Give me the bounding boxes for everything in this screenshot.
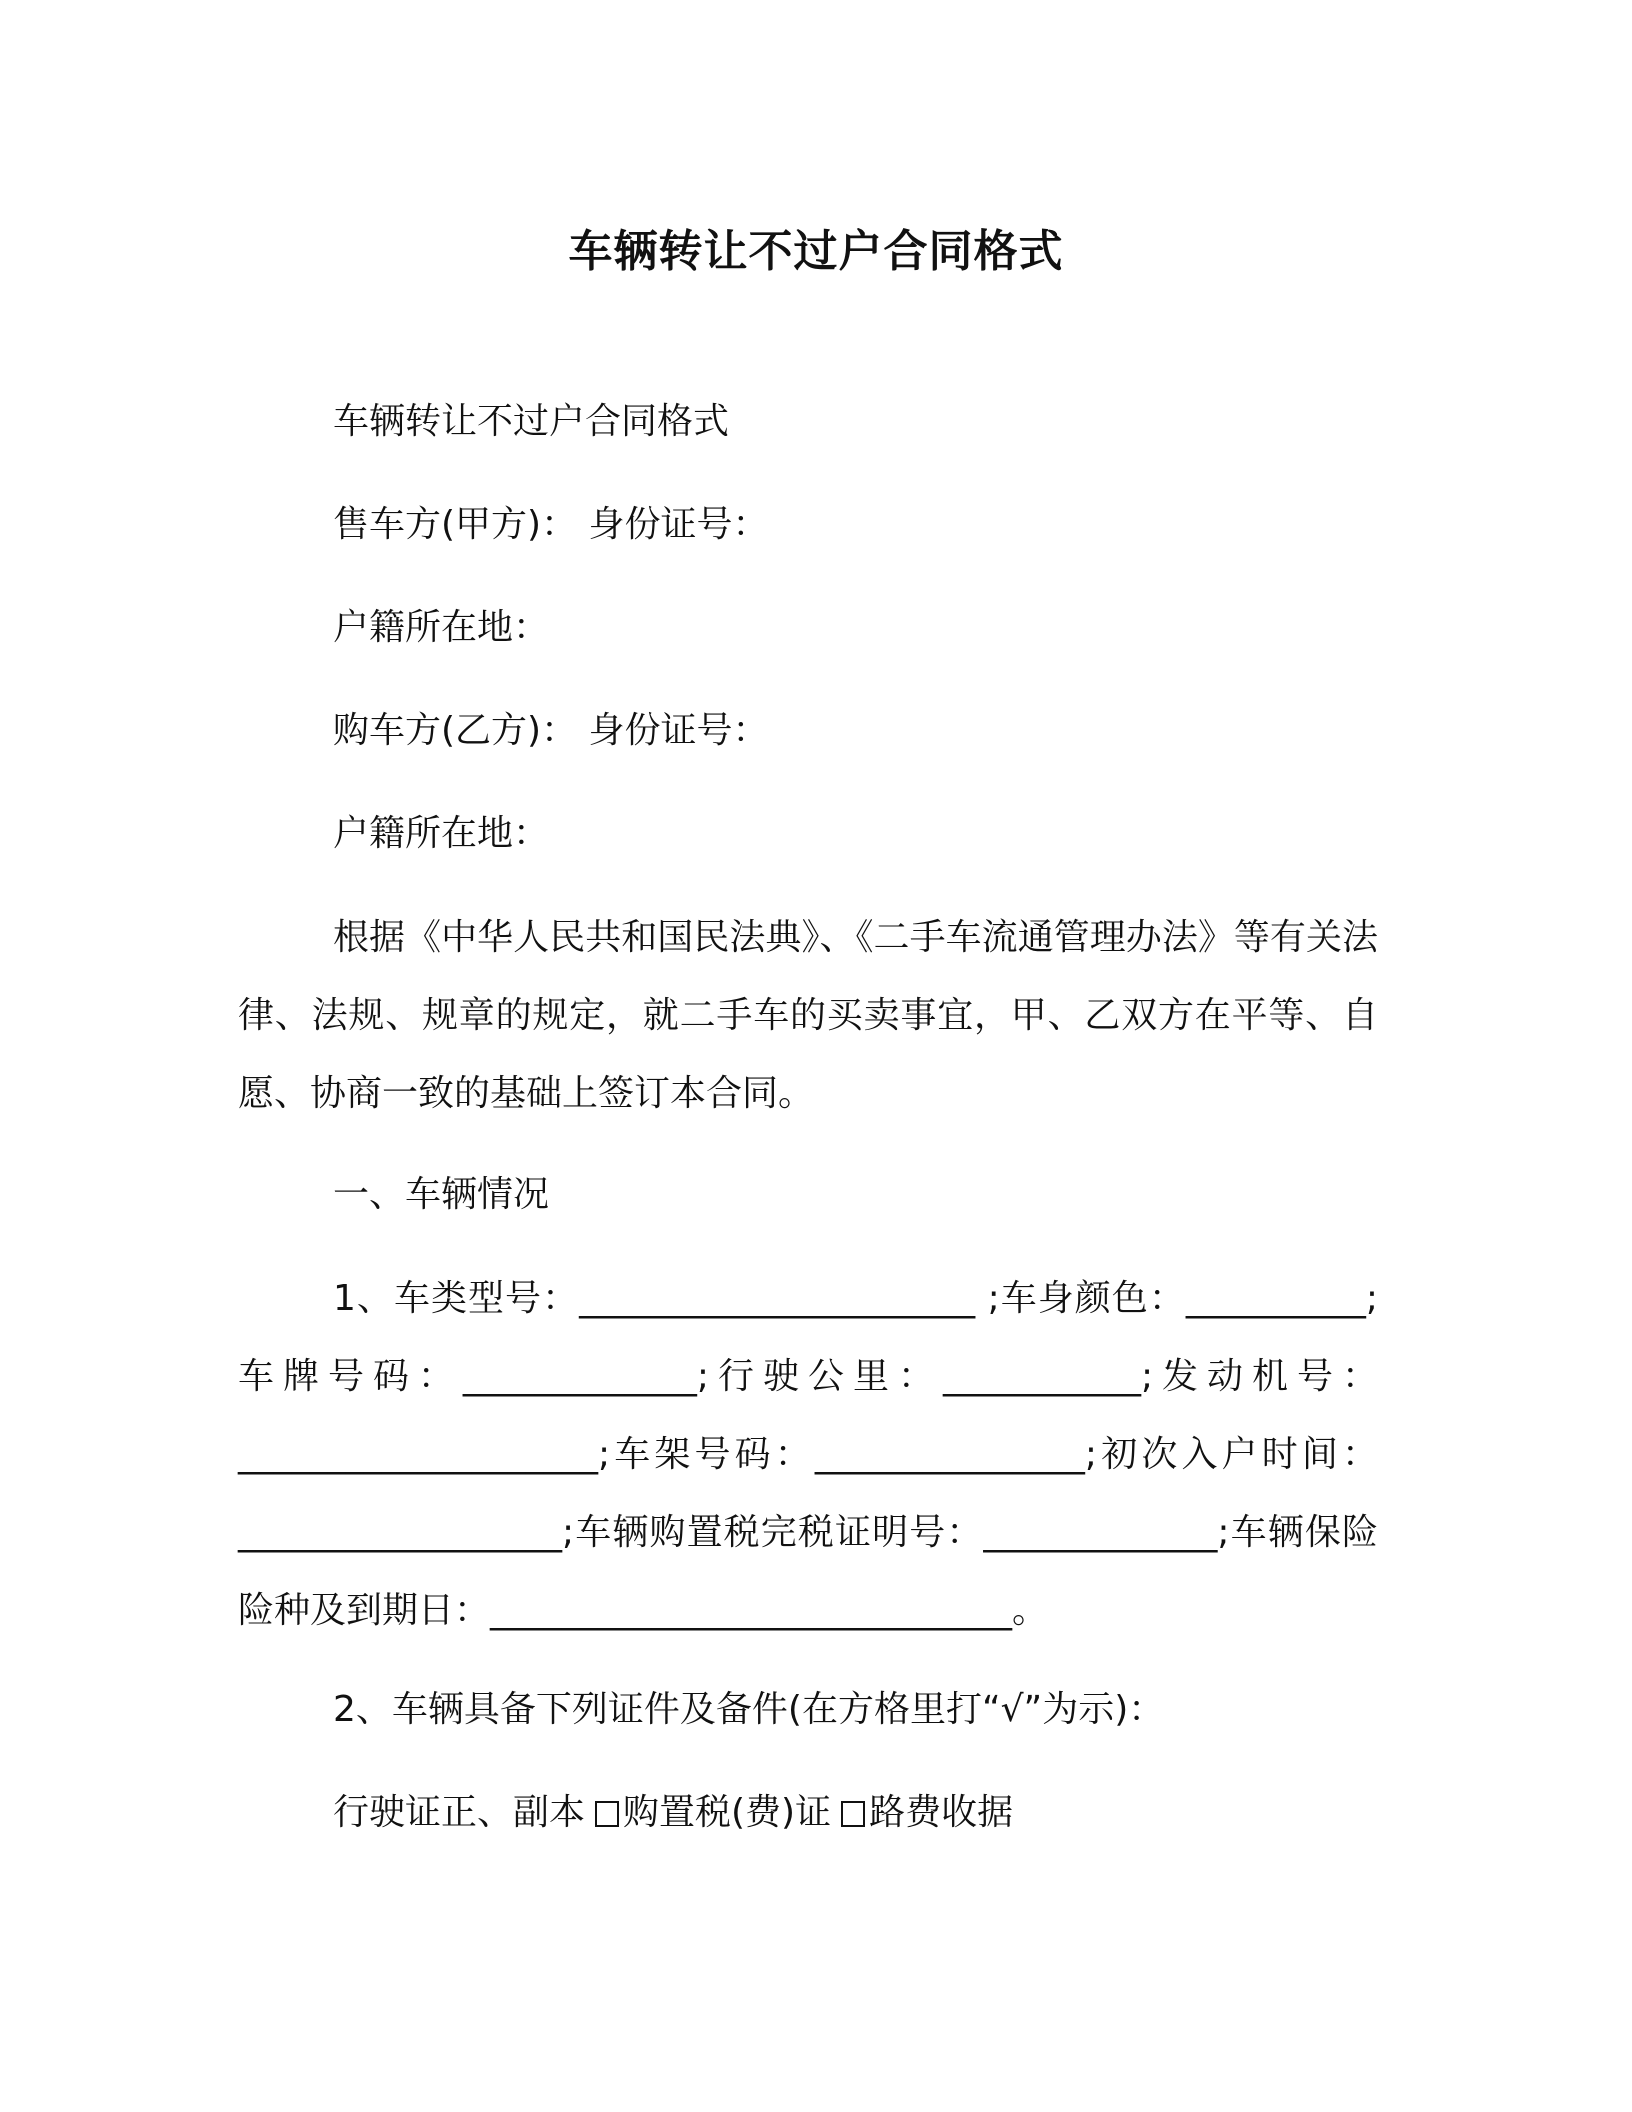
seller-residence: 户籍所在地：: [333, 607, 550, 648]
document-subtitle: 车辆转让不过户合同格式: [333, 401, 730, 442]
preamble-paragraph: 根据《中华人民共和国民法典》、《二手车流通管理办法》等有关法律、法规、规章的规定，就二手车的买卖事宜，甲、乙双方在平等、自愿、协商一致的基础上签订本合同。: [238, 917, 1378, 1114]
checklist-item-purchase-tax: 购置税(费)证: [623, 1792, 832, 1833]
seller-line: 售车方(甲方)： 身份证号：: [333, 504, 769, 545]
checkbox-purchase-tax[interactable]: [595, 1801, 619, 1827]
checklist-item-license: 行驶证正、副本: [333, 1792, 586, 1833]
vehicle-details-paragraph: 1、车类型号：______________________ ;车身颜色：__________;车牌号码：_____________;行驶公里：___________;发动机号：____________________;车架号码：_______________;初次入户时间：__________________;车辆购置税完税证明号：_____________;车辆保险险种及到期日：_____________________________。: [238, 1278, 1378, 1631]
section1-heading: 一、车辆情况: [333, 1174, 550, 1215]
documents-checklist: [333, 1788, 1013, 1838]
checkbox-road-fee[interactable]: [841, 1801, 865, 1827]
buyer-residence: 户籍所在地：: [333, 813, 550, 854]
document-title: 车辆转让不过户合同格式: [568, 226, 1064, 277]
checklist-item-road-fee: 路费收据: [869, 1792, 1014, 1833]
buyer-line: 购车方(乙方)： 身份证号：: [333, 710, 769, 751]
documents-item: 2、车辆具备下列证件及备件(在方格里打“√”为示)：: [333, 1689, 1165, 1730]
